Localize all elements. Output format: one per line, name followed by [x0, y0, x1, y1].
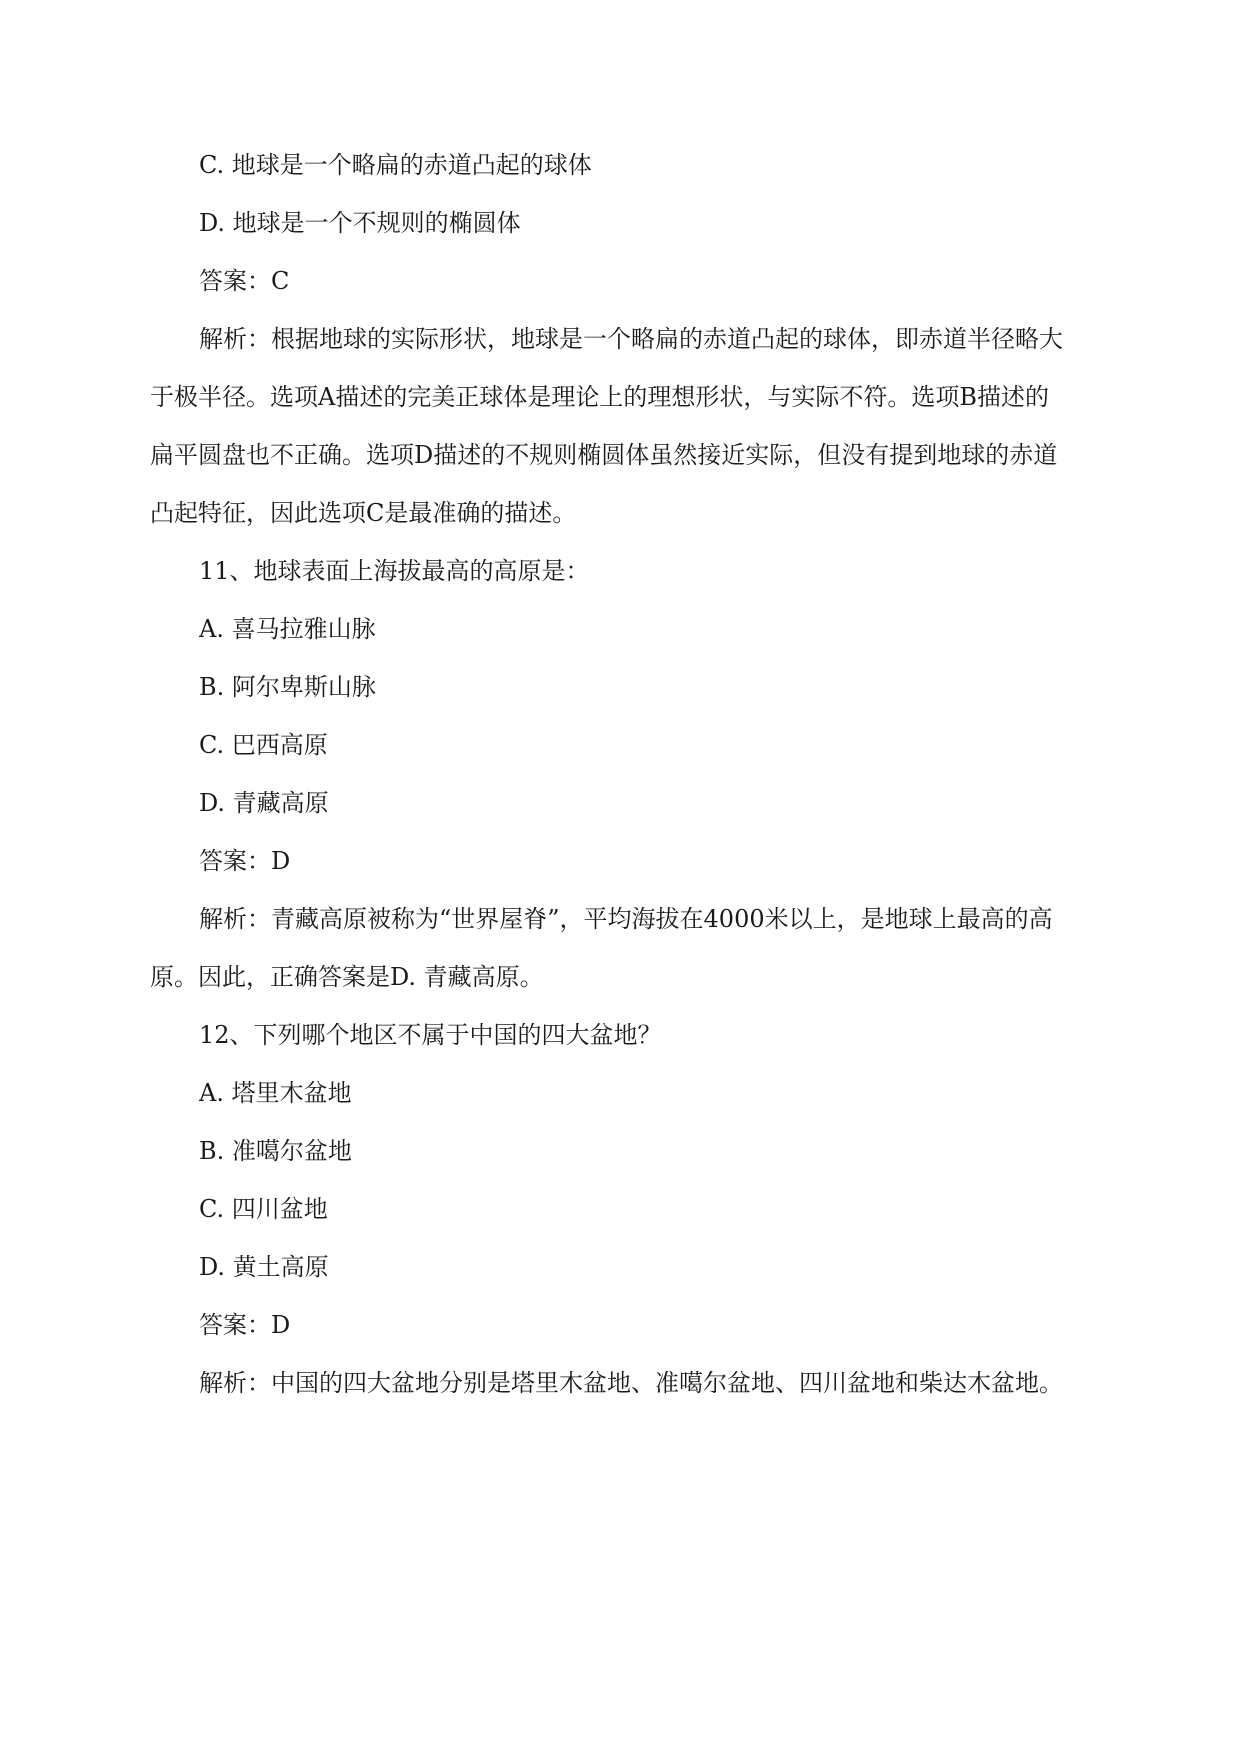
explanation-q10-line4: 凸起特征，因此选项C是最准确的描述。: [150, 499, 577, 527]
option-d-q12: D. 黄土高原: [199, 1253, 329, 1281]
explanation-q10-line2: 于极半径。选项A描述的完美正球体是理论上的理想形状，与实际不符。选项B描述的: [150, 383, 1049, 411]
option-c-q11: C. 巴西高原: [199, 731, 328, 759]
option-a-q11: A. 喜马拉雅山脉: [199, 615, 376, 643]
explanation-q12-line1: 解析：中国的四大盆地分别是塔里木盆地、准噶尔盆地、四川盆地和柴达木盆地。: [199, 1369, 1063, 1397]
option-b-q12: B. 准噶尔盆地: [199, 1137, 352, 1165]
option-c-q12: C. 四川盆地: [199, 1195, 328, 1223]
option-d-q10: D. 地球是一个不规则的椭圆体: [199, 209, 521, 237]
option-b-q11: B. 阿尔卑斯山脉: [199, 673, 376, 701]
option-c-q10: C. 地球是一个略扁的赤道凸起的球体: [199, 151, 592, 179]
option-a-q12: A. 塔里木盆地: [199, 1079, 352, 1107]
option-d-q11: D. 青藏高原: [199, 789, 329, 817]
explanation-q11-line2: 原。因此，正确答案是D. 青藏高原。: [150, 963, 544, 991]
answer-q11: 答案：D: [199, 847, 291, 875]
answer-q12: 答案：D: [199, 1311, 291, 1339]
explanation-q10-line1: 解析：根据地球的实际形状，地球是一个略扁的赤道凸起的球体，即赤道半径略大: [199, 325, 1063, 353]
explanation-q10-line3: 扁平圆盘也不正确。选项D描述的不规则椭圆体虽然接近实际，但没有提到地球的赤道: [150, 441, 1058, 469]
answer-q10: 答案：C: [199, 267, 290, 295]
question-11: 11、地球表面上海拔最高的高原是：: [199, 557, 590, 585]
explanation-q11-line1: 解析：青藏高原被称为“世界屋脊”，平均海拔在4000米以上，是地球上最高的高: [199, 905, 1053, 933]
question-12: 12、下列哪个地区不属于中国的四大盆地？: [199, 1021, 662, 1049]
